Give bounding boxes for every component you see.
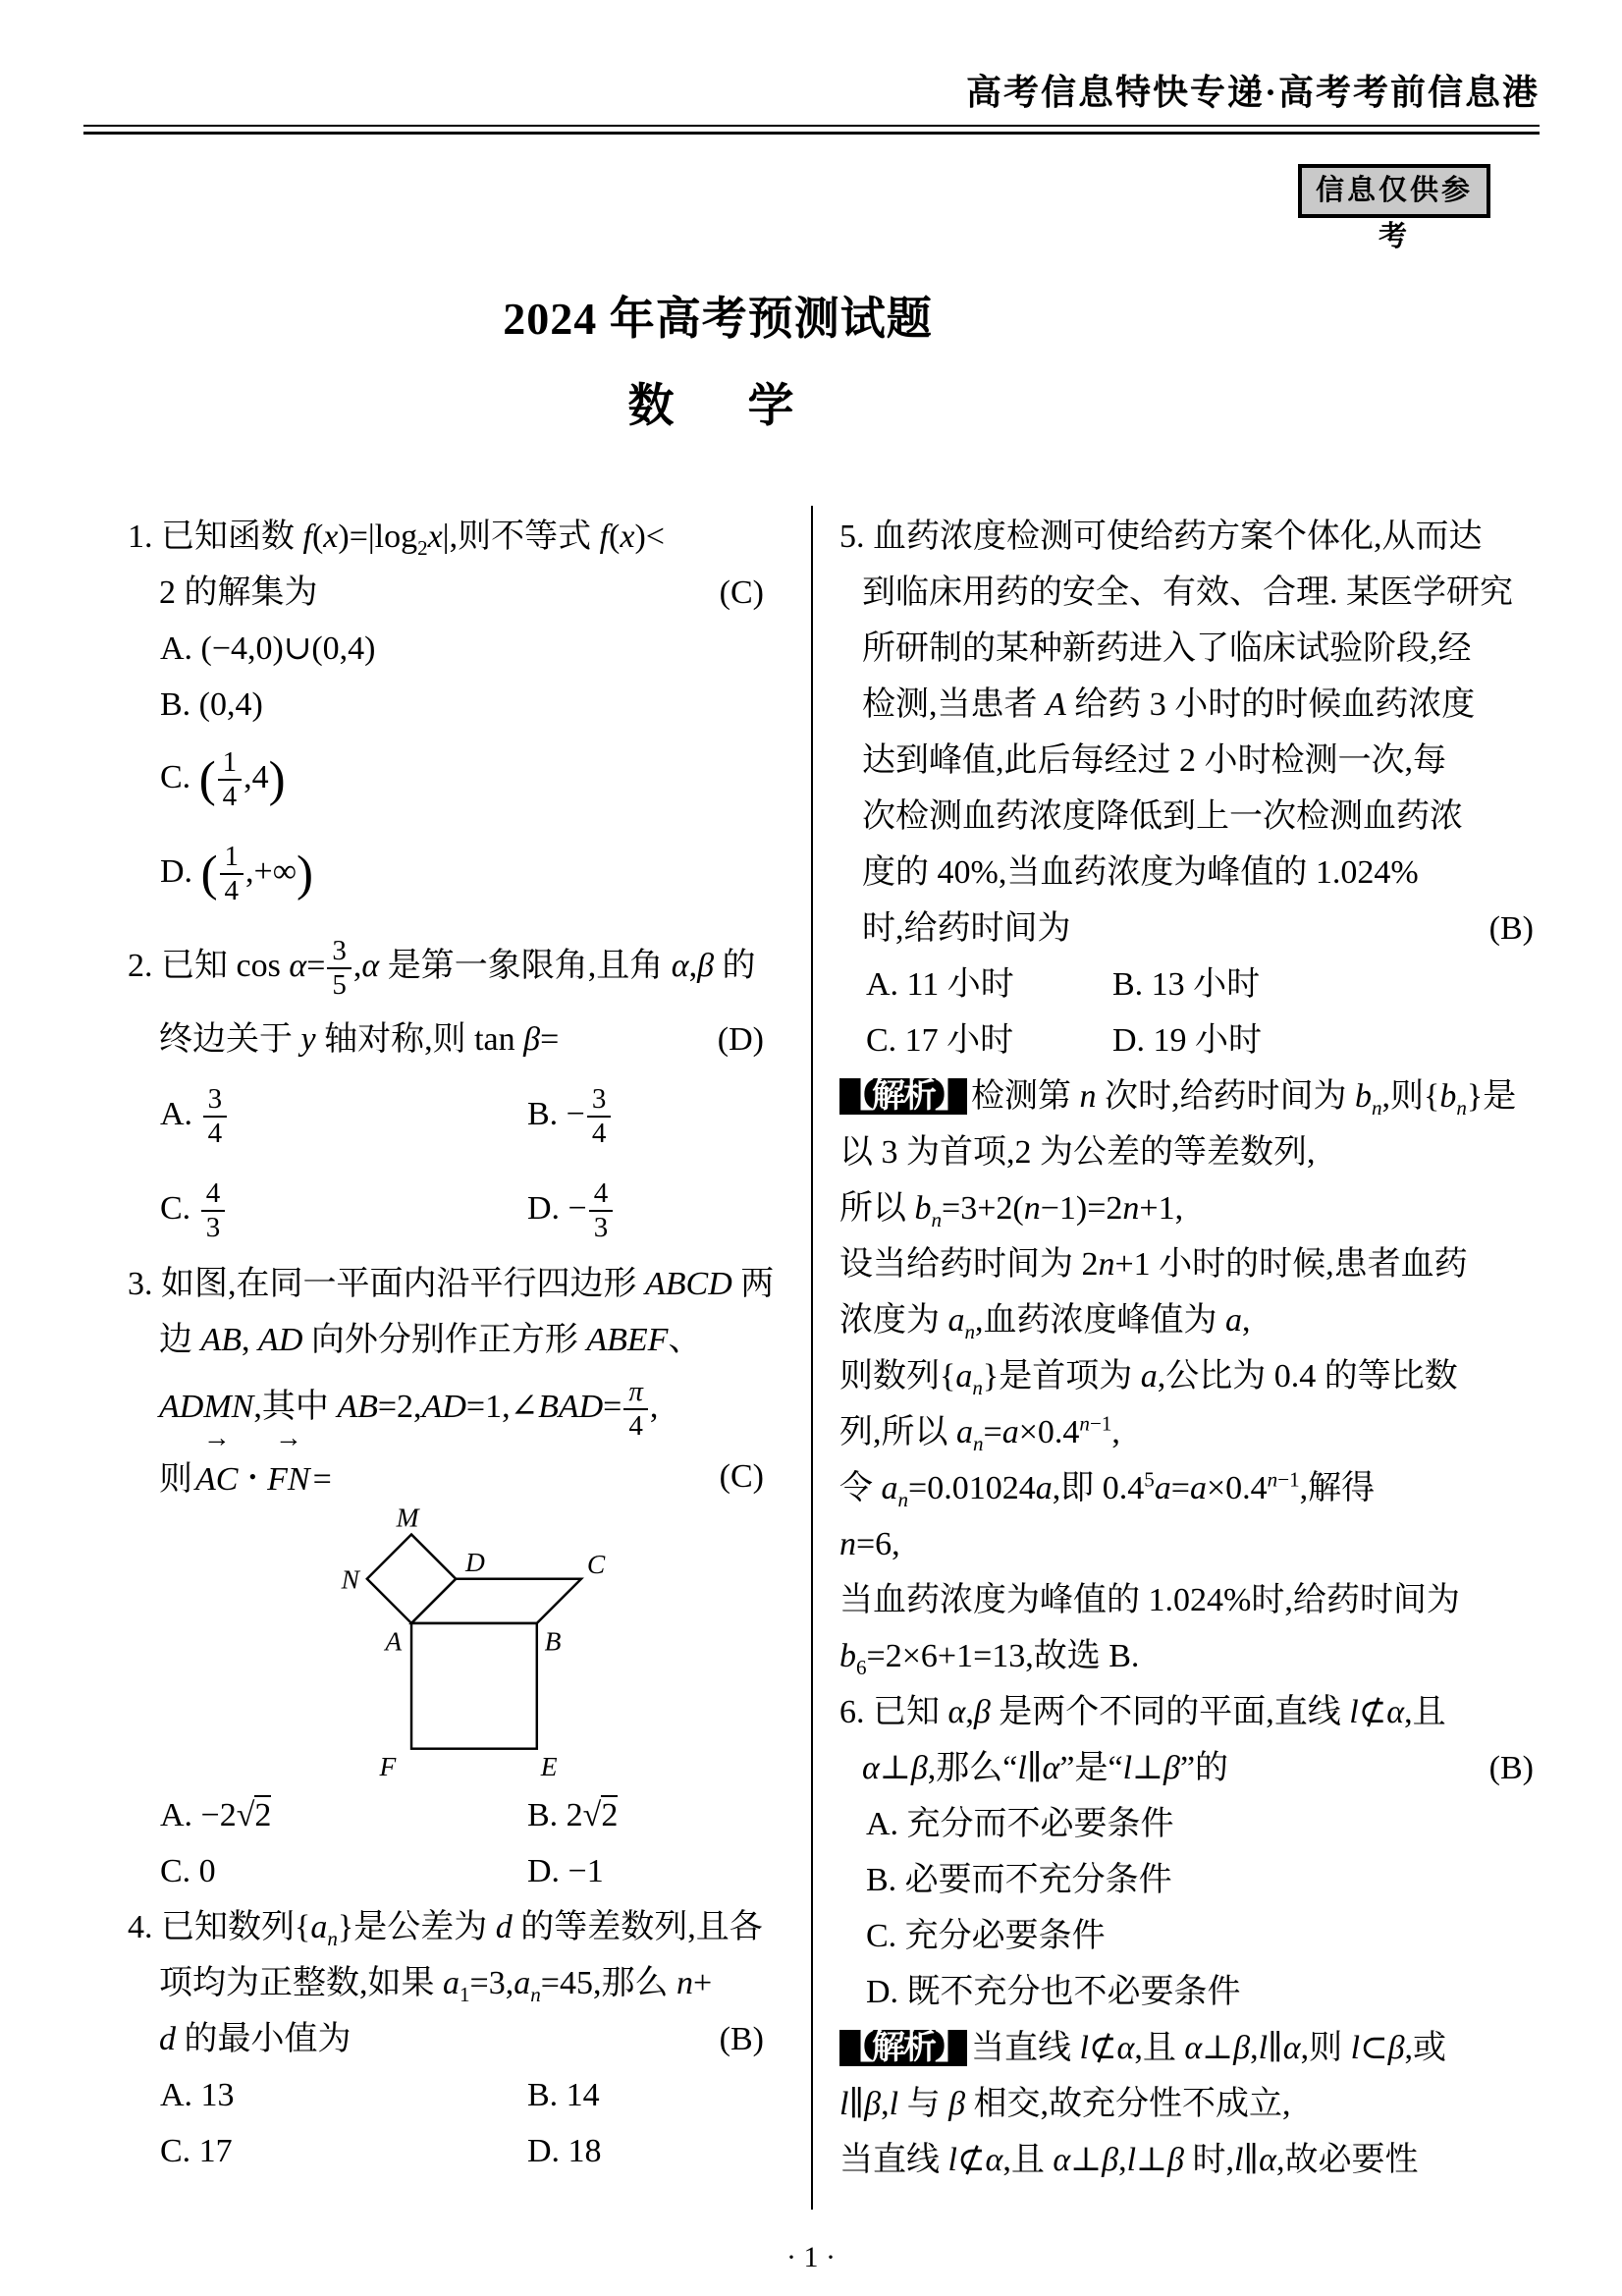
figure-label-N: N [341, 1563, 359, 1595]
sol5-line-3: 所以 $b_n=3+2(n-1)=2n+1$, [839, 1190, 1184, 1231]
q2-option-row-2: C. $\frac{4}{3}$ D. − $\frac{4}{3}$ [128, 1162, 795, 1256]
q5-option-row-1: A. 11 小时 B. 13 小时 [866, 966, 1261, 1003]
figure-label-E: E [540, 1751, 558, 1782]
q5-line-6: 次检测血药浓度降低到上一次检测血药浓 [862, 798, 1463, 835]
sol5-line-8: 令 $a_n=0.01024a$,即 $0.4^5a=a\times 0.4^{n-1}$,解得 [839, 1467, 1376, 1511]
parallelogram-ABCD [411, 1579, 581, 1623]
q6-line-2: α⊥β,那么“l∥α”是“l⊥β”的 (B) [862, 1750, 1534, 1786]
figure-label-D: D [465, 1546, 485, 1577]
figure-label-M: M [396, 1507, 419, 1533]
q2-line-1: 2. 已知 cos α= $\frac{3}{5}$ ,α 是第一象限角,且角 α,β 的 [128, 934, 756, 1002]
sol6-line-2: l∥β,l 与 β 相交,故充分性不成立, [839, 2086, 1291, 2122]
q4-line-3: d 的最小值为 (B) [159, 2021, 764, 2057]
figure-label-F: F [379, 1751, 397, 1782]
q5-line-3: 所研制的某种新药进入了临床试验阶段,经 [862, 630, 1472, 667]
q3-option-row-1: A. −2√2 B. 2√2 [160, 1797, 619, 1833]
sol5-line-9: n=6, [839, 1526, 900, 1562]
q3-line-4: 则AC → • FN →= (C) [128, 1447, 795, 1507]
q3-figure [322, 1507, 617, 1787]
sol6-line-3: 当直线 l⊄α,且 α⊥β,l⊥β 时,l∥α,故必要性 [839, 2142, 1419, 2178]
q3-line-2: 边 AB, AD 向外分别作正方形 ABEF、 [159, 1322, 702, 1358]
q5-option-row-2: C. 17 小时 D. 19 小时 [866, 1022, 1263, 1059]
sol5-line-5: 浓度为 $a_n$,血药浓度峰值为 a, [839, 1302, 1251, 1343]
q4-line-2: 项均为正整数,如果 $a_1=3,a_n=45$,那么 n+ [159, 1965, 713, 2006]
subject-title: 数 学 [627, 381, 808, 432]
q1-option-c: C. ( $\frac{1}{4}$ ,4) [160, 745, 286, 813]
q4-line-1: 4. 已知数列$\{a_n\}$是公差为 d 的等差数列,且各 [128, 1909, 763, 1950]
left-column [128, 509, 795, 2179]
figure-label-B: B [544, 1625, 562, 1657]
figure-label-A: A [385, 1625, 403, 1657]
q1-option-a: A. (−4,0)∪(0,4) [160, 630, 376, 667]
q6-option-b: B. 必要而不充分条件 [866, 1862, 1172, 1898]
figure-label-C: C [586, 1548, 606, 1579]
q2-line-2: 终边关于 y 轴对称,则 tan β= (D) [159, 1021, 764, 1058]
q5-line-1: 5. 血药浓度检测可使给药方案个体化,从而达 [839, 519, 1483, 555]
q3-line-3: ADMN,其中 AB=2,AD=1,∠BAD= $\frac{\pi}{4}$ , [159, 1375, 659, 1443]
q5-line-5: 达到峰值,此后每经过 2 小时检测一次,每 [862, 742, 1446, 779]
sol5-line-6: 则数列$\{a_n\}$是首项为 a,公比为 0.4 的等比数 [839, 1358, 1458, 1399]
right-column [839, 509, 1541, 2188]
sol5-line-10: 当血药浓度为峰值的 1.024%时,给药时间为 [839, 1582, 1460, 1618]
sol5-line-7: 列,所以 $a_n=a\times 0.4^{n-1}$, [839, 1411, 1120, 1455]
q6-option-c: C. 充分必要条件 [866, 1918, 1106, 1954]
q3-line-1: 3. 如图,在同一平面内沿平行四边形 ABCD 两 [128, 1266, 775, 1302]
q5-line-7: 度的 40%,当血药浓度为峰值的 1.024% [862, 854, 1419, 891]
q1-line-2: 2 的解集为 (C) [159, 574, 764, 611]
q6-option-a: A. 充分而不必要条件 [866, 1806, 1174, 1842]
q1-option-d: D. ( $\frac{1}{4}$ ,+∞) [160, 840, 313, 907]
info-badge: 信息仅供参考 [1298, 164, 1490, 218]
q6-line-1: 6. 已知 α,β 是两个不同的平面,直线 l⊄α,且 [839, 1694, 1446, 1730]
q4-option-row-1: A. 13 B. 14 [160, 2077, 600, 2113]
square-ABEF [411, 1623, 537, 1749]
q6-option-d: D. 既不充分也不必要条件 [866, 1974, 1241, 2010]
page-number: · 1 · [786, 2241, 836, 2273]
q4-option-row-2: C. 17 D. 18 [160, 2133, 602, 2169]
page-title: 2024 年高考预测试题 [503, 294, 933, 344]
q3-figure-block [128, 1507, 795, 1787]
sol5-line-4: 设当给药时间为 2n+1 小时的时候,患者血药 [839, 1246, 1468, 1283]
sol5-line-1: 【解析】 检测第 n 次时,给药时间为 $b_n$,则$\{b_n\}$是 [840, 1078, 1517, 1120]
sol5-line-11: $b_6=2\times 6+1=13$,故选 B. [839, 1638, 1140, 1679]
q1-line-1: 1. 已知函数 $f(x)=|\log_2x|$,则不等式 f(x)< [128, 519, 665, 560]
column-divider [811, 506, 813, 2210]
sol5-line-2: 以 3 为首项,2 为公差的等差数列, [839, 1134, 1316, 1171]
header-double-rule [83, 125, 1540, 135]
masthead-text: 高考信息特快专递·高考考前信息港 [965, 73, 1540, 112]
sol6-line-1: 【解析】 当直线 l⊄α,且 α⊥β,l∥α,则 l⊂β,或 [840, 2030, 1447, 2066]
q5-line-4: 检测,当患者 A 给药 3 小时的时候血药浓度 [862, 686, 1476, 723]
q3-option-row-2: C. 0 D. −1 [160, 1853, 604, 1889]
q2-option-row-1: A. $\frac{3}{4}$ B. − $\frac{3}{4}$ [128, 1067, 795, 1162]
q1-option-b: B. (0,4) [160, 686, 263, 723]
q5-line-8: 时,给药时间为 (B) [862, 910, 1534, 947]
q5-line-2: 到临床用药的安全、有效、合理. 某医学研究 [862, 574, 1513, 611]
square-ADMN [367, 1535, 456, 1623]
